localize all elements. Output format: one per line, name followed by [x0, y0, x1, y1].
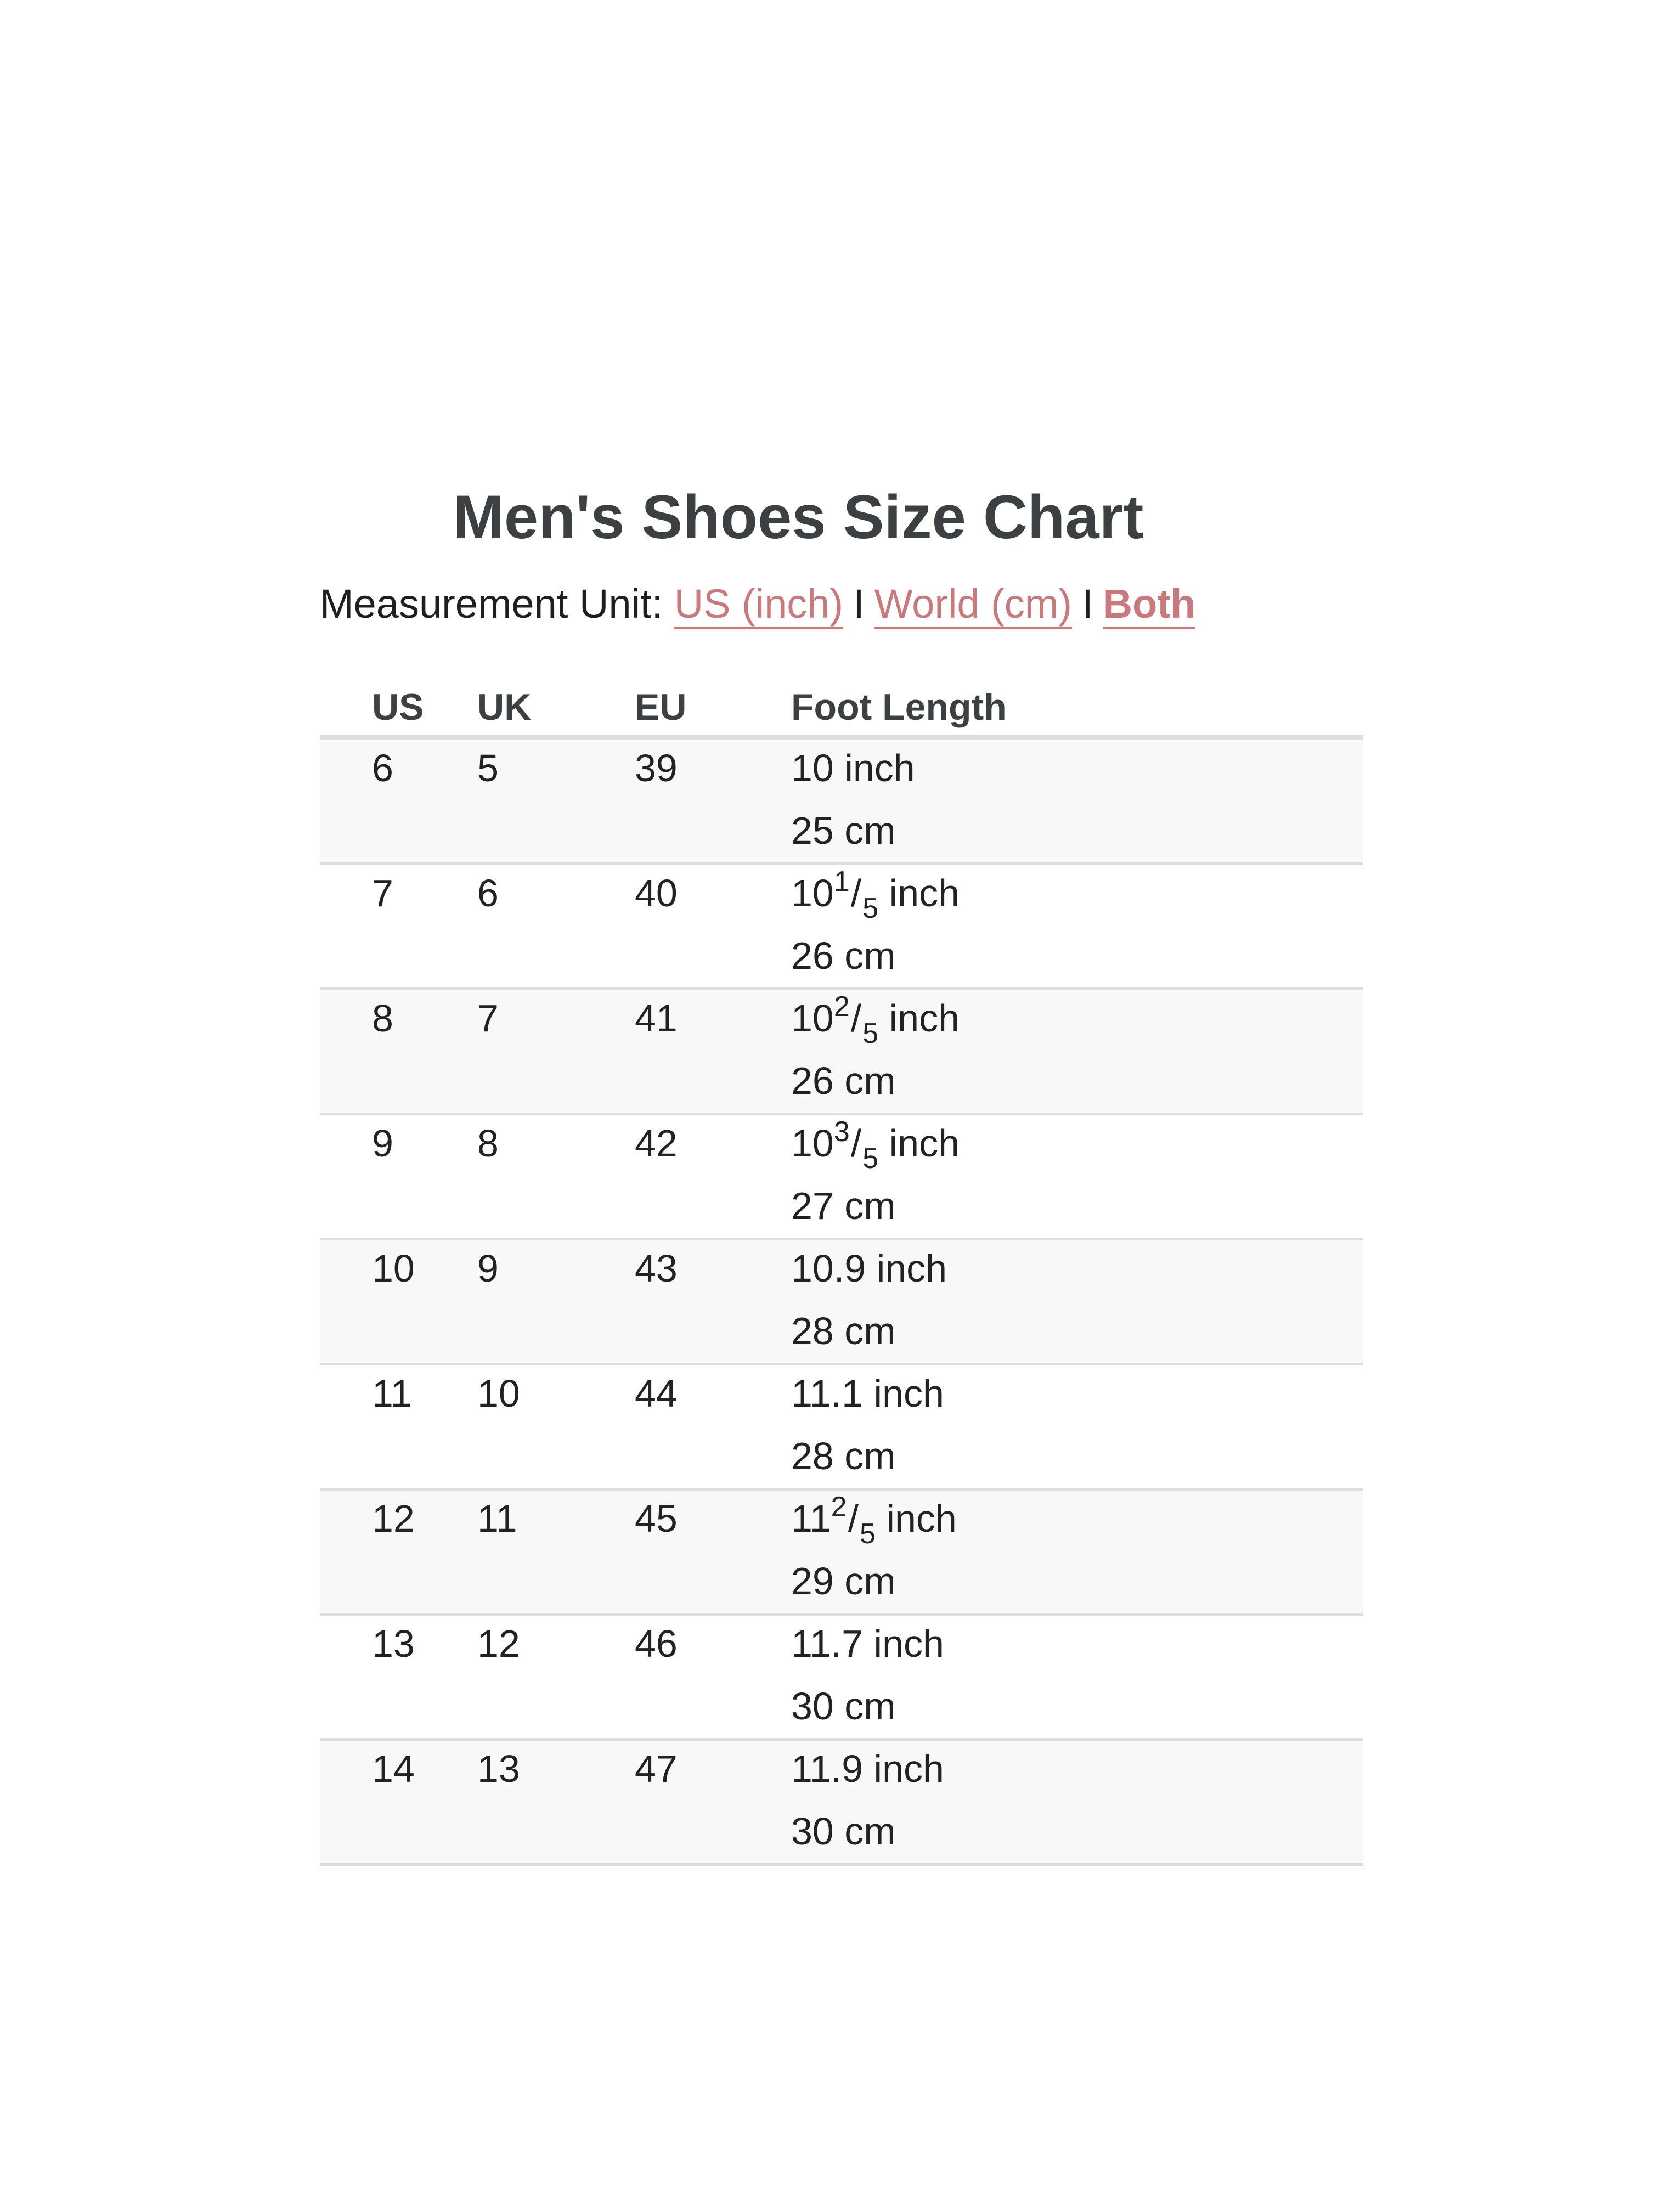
unit-option-us-inch[interactable]: US (inch): [674, 581, 844, 627]
inch-unit: inch: [863, 1747, 944, 1790]
size-table: [320, 678, 1363, 1866]
inch-fraction-numerator: 2: [833, 990, 850, 1023]
foot-length-inch: [791, 749, 1363, 811]
inch-unit: inch: [863, 1622, 944, 1665]
table-row: [320, 740, 1363, 865]
foot-length-cm: 29 cm: [791, 1560, 896, 1602]
inch-fraction-numerator: 3: [833, 1115, 850, 1148]
inch-fraction-numerator: 1: [833, 865, 850, 898]
table-row: [320, 1491, 1363, 1616]
cell-foot-length: [791, 1741, 1363, 1863]
inch-whole: 10: [791, 997, 834, 1040]
inch-fraction-denominator: 5: [862, 1018, 879, 1049]
inch-unit: inch: [878, 1122, 960, 1165]
cell-foot-length: [791, 1365, 1363, 1488]
table-row: [320, 1616, 1363, 1741]
inch-unit: inch: [863, 1372, 944, 1415]
cell-eu: 42: [635, 1122, 678, 1165]
cell-foot-length: [791, 990, 1363, 1113]
cell-us: 11: [372, 1372, 412, 1415]
foot-length-inch: [791, 1249, 1363, 1312]
cell-us: 6: [372, 747, 393, 789]
table-header: [320, 678, 1363, 740]
table-row: [320, 990, 1363, 1115]
unit-option-world-cm[interactable]: World (cm): [874, 581, 1073, 627]
inch-whole: 11.1: [791, 1372, 864, 1415]
measurement-unit-bar: [320, 580, 1195, 627]
cell-uk: 12: [477, 1622, 520, 1665]
foot-length-cm: 26 cm: [791, 1059, 896, 1102]
cell-uk: 8: [477, 1122, 499, 1165]
cell-eu: 44: [635, 1372, 678, 1415]
inch-unit: inch: [875, 1497, 957, 1540]
cell-uk: 6: [477, 872, 499, 915]
foot-length-cm: 25 cm: [791, 809, 896, 852]
foot-length-inch: [791, 1491, 1363, 1562]
inch-whole: 10: [791, 1122, 834, 1165]
fraction-slash: /: [850, 1122, 862, 1165]
fraction-slash: /: [848, 1497, 859, 1540]
table-row: [320, 865, 1363, 990]
page-title: Men's Shoes Size Chart: [453, 483, 1144, 551]
inch-unit: inch: [866, 1247, 947, 1290]
cell-eu: 46: [635, 1622, 678, 1665]
foot-length-cm: 27 cm: [791, 1184, 896, 1227]
header-eu: EU: [635, 686, 687, 728]
inch-whole: 11: [791, 1497, 831, 1540]
unit-option-both[interactable]: Both: [1103, 581, 1196, 627]
foot-length-inch: [791, 1115, 1363, 1187]
header-foot-length: Foot Length: [791, 686, 1007, 728]
foot-length-cm: 30 cm: [791, 1685, 896, 1728]
cell-us: 9: [372, 1122, 393, 1165]
inch-whole: 10: [791, 872, 834, 915]
unit-separator: I: [853, 581, 865, 627]
cell-uk: 5: [477, 747, 499, 789]
table-body: [320, 740, 1363, 1866]
inch-unit: inch: [833, 747, 915, 789]
cell-uk: 7: [477, 997, 499, 1040]
foot-length-cm: 28 cm: [791, 1310, 896, 1352]
cell-foot-length: [791, 1616, 1363, 1738]
cell-uk: 13: [477, 1747, 520, 1790]
cell-foot-length: [791, 1491, 1363, 1613]
inch-unit: inch: [878, 997, 960, 1040]
cell-us: 13: [372, 1622, 415, 1665]
cell-eu: 43: [635, 1247, 678, 1290]
inch-whole: 10.9: [791, 1247, 866, 1290]
fraction-slash: /: [850, 997, 862, 1040]
inch-fraction-denominator: 5: [862, 893, 879, 924]
cell-foot-length: [791, 1115, 1363, 1238]
inch-whole: 11.7: [791, 1622, 864, 1665]
foot-length-inch: [791, 1624, 1363, 1687]
inch-fraction-denominator: 5: [860, 1518, 876, 1550]
cell-eu: 45: [635, 1497, 678, 1540]
foot-length-cm: 26 cm: [791, 934, 896, 977]
inch-whole: 10: [791, 747, 834, 789]
cell-eu: 39: [635, 747, 678, 789]
foot-length-inch: [791, 865, 1363, 936]
measurement-unit-label: Measurement Unit:: [320, 581, 674, 627]
foot-length-inch: [791, 1747, 1363, 1812]
inch-fraction-numerator: 2: [831, 1491, 847, 1523]
foot-length-inch: [791, 1374, 1363, 1437]
foot-length-cm: 30 cm: [791, 1810, 896, 1853]
cell-uk: 11: [477, 1497, 517, 1540]
table-row: [320, 1741, 1363, 1866]
cell-eu: 47: [635, 1747, 678, 1790]
cell-uk: 10: [477, 1372, 520, 1415]
header-us: US: [372, 686, 424, 728]
table-row: [320, 1115, 1363, 1240]
table-row: [320, 1365, 1363, 1491]
cell-us: 14: [372, 1747, 415, 1790]
foot-length-inch: [791, 990, 1363, 1062]
header-uk: UK: [477, 686, 532, 728]
fraction-slash: /: [850, 872, 862, 915]
cell-us: 12: [372, 1497, 415, 1540]
cell-foot-length: [791, 1240, 1363, 1363]
cell-eu: 41: [635, 997, 678, 1040]
table-row: [320, 1240, 1363, 1365]
cell-us: 8: [372, 997, 393, 1040]
cell-foot-length: [791, 865, 1363, 988]
cell-uk: 9: [477, 1247, 499, 1290]
inch-fraction-denominator: 5: [862, 1143, 879, 1175]
inch-unit: inch: [878, 872, 960, 915]
cell-eu: 40: [635, 872, 678, 915]
unit-separator: I: [1082, 581, 1093, 627]
cell-us: 7: [372, 872, 393, 915]
cell-foot-length: [791, 740, 1363, 862]
cell-us: 10: [372, 1247, 415, 1290]
inch-whole: 11.9: [791, 1747, 864, 1790]
foot-length-cm: 28 cm: [791, 1435, 896, 1477]
